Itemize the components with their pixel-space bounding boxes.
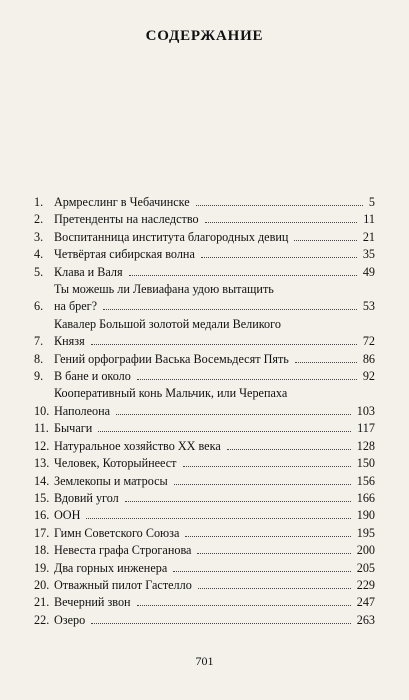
toc-entry-title: Армреслинг в Чебачинске [54, 195, 190, 209]
toc-entry-last-line [54, 333, 375, 350]
toc-entry-last-line [54, 455, 375, 472]
dot-leader [196, 204, 363, 206]
toc-entry-title: Озеро [54, 612, 86, 627]
toc-entry-last-line [54, 594, 375, 611]
toc-entry-number: 5. [34, 264, 44, 279]
dot-leader [116, 413, 351, 415]
toc-entry-number: 22. [34, 612, 50, 627]
toc-entry [34, 560, 375, 577]
toc-entry-title: Гимн Советского Союза [54, 525, 180, 540]
toc-entry-number: 18. [34, 543, 50, 558]
toc-entry-title: Вдовий угол [54, 490, 119, 505]
toc-entry-last-line [54, 490, 375, 507]
toc-entry-last-line [54, 525, 375, 542]
toc-entry-number: 10. [34, 403, 50, 418]
toc-entry [34, 420, 375, 437]
dot-leader [294, 239, 356, 241]
toc-entry-last-line [54, 264, 375, 281]
toc-entry-title: Бычаги [54, 421, 93, 436]
toc-entry-body [54, 455, 375, 472]
toc-entry-page: 263 [356, 612, 375, 627]
dot-leader [129, 274, 357, 276]
toc-entry-title: Землекопы и матросы [54, 473, 168, 488]
toc-entry [34, 351, 375, 368]
toc-entry-last-line [54, 542, 375, 559]
toc-entry [34, 264, 375, 281]
toc-entry-body [54, 438, 375, 455]
toc-entry-last-line [54, 211, 375, 228]
toc-entry-page: 200 [356, 543, 375, 558]
toc-entry-number: 12. [34, 438, 50, 453]
toc-entry-line [54, 281, 375, 298]
toc-entry-number: 7. [34, 334, 44, 349]
toc-entry-page: 117 [357, 421, 375, 436]
dot-leader [125, 500, 351, 502]
toc-entry [34, 525, 375, 542]
dot-leader [91, 622, 351, 624]
toc-entry-title: Претенденты на наследство [54, 212, 199, 227]
toc-entry-title: Клава и Валя [54, 264, 123, 279]
toc-entry-body [54, 612, 375, 629]
dot-leader [295, 361, 357, 363]
toc-entry [34, 594, 375, 611]
toc-entry-page: 195 [356, 525, 375, 540]
toc-entry-body [54, 194, 375, 211]
toc-entry-number: 9. [34, 369, 44, 384]
toc-entry-body [54, 542, 375, 559]
toc-entry-title: на брег? [54, 299, 98, 314]
toc-entry-body [54, 264, 375, 281]
toc-entry-body [54, 281, 375, 316]
toc-entry-number: 17. [34, 525, 50, 540]
toc-entry-body [54, 473, 375, 490]
dot-leader [197, 552, 350, 554]
toc-entry-last-line [54, 473, 375, 490]
toc-entry-last-line [54, 246, 375, 263]
toc-entry-number: 8. [34, 351, 44, 366]
toc-entry-body [54, 490, 375, 507]
toc-entry-number: 20. [34, 577, 50, 592]
toc-entry-number: 2. [34, 212, 44, 227]
page-number: 701 [195, 654, 214, 668]
toc-entry-last-line [54, 229, 375, 246]
toc-entry [34, 612, 375, 629]
toc-entry-page: 72 [362, 334, 375, 349]
toc-entry-body [54, 577, 375, 594]
toc-entry-last-line [54, 368, 375, 385]
toc-entry [34, 577, 375, 594]
toc-entry-page: 156 [356, 473, 375, 488]
toc-entry-last-line [54, 612, 375, 629]
toc-entry-page: 5 [368, 195, 375, 209]
toc-entry-number: 19. [34, 560, 50, 575]
toc-entry-title: Человек, Которыйнеест [54, 456, 177, 471]
toc-entry-number: 11. [34, 421, 49, 436]
toc-entry [34, 507, 375, 524]
toc-entry-page: 86 [362, 351, 375, 366]
toc-entry-last-line [54, 507, 375, 524]
toc-entry [34, 316, 375, 351]
dot-leader [227, 448, 351, 450]
toc-entry-title: Кавалер Большой золотой медали Великого [54, 316, 281, 331]
toc-entry-line [54, 316, 375, 333]
toc-entry-title: Ты можешь ли Левиафана удою вытащить [54, 282, 274, 297]
toc-entry [34, 438, 375, 455]
toc-entry-number: 13. [34, 456, 50, 471]
toc-entry [34, 211, 375, 228]
toc-entry-number: 21. [34, 595, 50, 610]
toc-entry-body [54, 368, 375, 385]
toc-entry-title: Вечерний звон [54, 595, 131, 610]
toc-entry-title: В бане и около [54, 369, 131, 384]
toc-entry-body [54, 351, 375, 368]
dot-leader [137, 378, 357, 380]
toc-entry [34, 281, 375, 316]
toc-entry-last-line [54, 577, 375, 594]
dot-leader [91, 343, 357, 345]
dot-leader [86, 517, 350, 519]
toc-entry-page: 166 [356, 490, 375, 505]
toc-entry-title: Натуральное хозяйство XX века [54, 438, 221, 453]
toc-entry-number: 6. [34, 299, 44, 314]
toc-entry-last-line [54, 560, 375, 577]
dot-leader [198, 587, 351, 589]
toc-entry-number: 4. [34, 247, 44, 262]
toc-entry-page: 150 [356, 456, 375, 471]
toc-entry-body [54, 420, 375, 437]
dot-leader [98, 430, 351, 432]
toc-entry-last-line [54, 438, 375, 455]
toc-entry [34, 194, 375, 211]
toc-entry-title: Отважный пилот Гастелло [54, 577, 192, 592]
dot-leader [205, 221, 358, 223]
toc-entry-page: 49 [362, 264, 375, 279]
toc-entry-body [54, 507, 375, 524]
dot-leader [185, 535, 350, 537]
toc-entry-title: Невеста графа Строганова [54, 543, 192, 558]
toc-entry-number: 14. [34, 473, 50, 488]
toc-entry-last-line [54, 194, 375, 211]
toc-entry-page: 21 [362, 229, 375, 244]
toc-entry [34, 490, 375, 507]
toc-entry-number: 15. [34, 490, 50, 505]
toc-entry-number: 1. [34, 195, 44, 209]
toc-entry-body [54, 316, 375, 351]
toc-entry-page: 205 [356, 560, 375, 575]
toc-entry-title: ООН [54, 508, 81, 523]
toc-entry-body [54, 525, 375, 542]
toc-entry-page: 92 [362, 369, 375, 384]
page-title: СОДЕРЖАНИЕ [145, 28, 264, 44]
dot-leader [137, 604, 351, 606]
toc-entry-body [54, 211, 375, 228]
dot-leader [201, 256, 357, 258]
toc-entry-title: Четвёртая сибирская волна [54, 247, 195, 262]
toc-entry-page: 190 [356, 508, 375, 523]
toc-entry-number: 16. [34, 508, 50, 523]
toc-entry [34, 542, 375, 559]
toc-entry-last-line [54, 351, 375, 368]
toc-entry-body [54, 385, 375, 420]
toc-entry-page: 229 [356, 577, 375, 592]
toc-entry-title: Наполеона [54, 403, 111, 418]
toc-entry-last-line [54, 298, 375, 315]
toc-entry [34, 246, 375, 263]
toc-entry-body [54, 560, 375, 577]
toc-entry-line [54, 385, 375, 402]
toc-entry-page: 128 [356, 438, 375, 453]
table-of-contents [34, 194, 375, 629]
toc-entry [34, 368, 375, 385]
toc-entry [34, 455, 375, 472]
toc-entry-body [54, 594, 375, 611]
toc-entry-title: Гений орфографии Васька Восемьдесят Пять [54, 351, 289, 366]
dot-leader [103, 308, 357, 310]
toc-entry-title: Князя [54, 334, 85, 349]
toc-entry-last-line [54, 420, 375, 437]
toc-entry [34, 229, 375, 246]
toc-entry-title: Кооперативный конь Мальчик, или Черепаха [54, 386, 288, 401]
toc-entry-page: 11 [363, 212, 375, 227]
toc-entry-body [54, 229, 375, 246]
toc-entry-last-line [54, 403, 375, 420]
toc-entry-title: Воспитанница института благородных девиц [54, 229, 289, 244]
toc-entry-page: 53 [362, 299, 375, 314]
toc-entry-page: 103 [356, 403, 375, 418]
toc-entry-page: 35 [362, 247, 375, 262]
toc-entry [34, 473, 375, 490]
dot-leader [183, 465, 351, 467]
dot-leader [174, 483, 351, 485]
toc-entry-title: Два горных инженера [54, 560, 168, 575]
toc-entry-body [54, 246, 375, 263]
dot-leader [173, 570, 350, 572]
toc-entry [34, 385, 375, 420]
toc-entry-number: 3. [34, 229, 44, 244]
toc-entry-page: 247 [356, 595, 375, 610]
